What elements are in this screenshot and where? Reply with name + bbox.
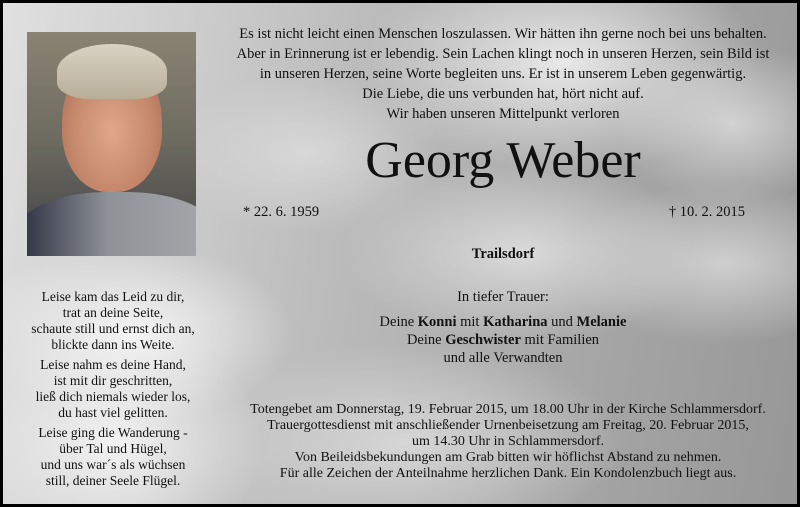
info-line: Trauergottesdienst mit anschließender Urnenbeisetzung am Freitag, 20. Februar 2015,	[267, 418, 749, 433]
death-date: † 10. 2. 2015	[668, 204, 745, 220]
intro-text	[213, 24, 793, 104]
place: Trailsdorf	[471, 246, 535, 262]
birth-date: * 22. 6. 1959	[243, 204, 320, 220]
deceased-name: Georg Weber	[365, 132, 641, 189]
info-line: Von Beileidsbekundungen am Grab bitten wir höflichst Abstand zu nehmen.	[294, 450, 722, 465]
poem-stanza: Leise kam das Leid zu dir, trat an deine Seite, schaute still und ernst dich an, blickte dann ins Weite.	[31, 289, 195, 352]
intro-line: Aber in Erinnerung ist er lebendig. Sein Lachen klingt noch in unseren Herzen, sein Bild ist	[236, 46, 770, 62]
info-line: um 14.30 Uhr in Schlammersdorf.	[411, 434, 605, 449]
family-line: und alle Verwandten	[443, 350, 563, 366]
poem-stanza: Leise ging die Wanderung - über Tal und Hügel, und uns war´s als wüchsen still, deiner Seele Flügel.	[38, 425, 188, 488]
service-info	[218, 402, 797, 482]
info-line: Totengebet am Donnerstag, 19. Februar 2015, um 18.00 Uhr in der Kirche Schlammersdorf.	[250, 402, 766, 417]
poem-stanza: Leise nahm es deine Hand, ist mit dir geschritten, ließ dich niemals wieder los, du hast viel gelitten.	[35, 357, 191, 420]
obituary-card	[3, 3, 797, 504]
family-line: Deine Konni mit Katharina und Melanie	[379, 314, 627, 330]
family-line: Deine Geschwister mit Familien	[406, 332, 600, 348]
portrait-photo	[27, 32, 196, 256]
grief-heading: In tiefer Trauer:	[457, 289, 549, 305]
subtitle: Wir haben unseren Mittelpunkt verloren	[386, 106, 620, 122]
intro-line: in unseren Herzen, seine Worte begleiten uns. Er ist in unserem Leben gegenwärtig.	[259, 66, 747, 82]
intro-line: Es ist nicht leicht einen Menschen loszulassen. Wir hätten ihn gerne noch bei uns behalten.	[239, 26, 767, 42]
intro-line: Die Liebe, die uns verbunden hat, hört nicht auf.	[362, 86, 644, 102]
info-line: Für alle Zeichen der Anteilnahme herzlichen Dank. Ein Kondolenzbuch liegt aus.	[279, 466, 737, 481]
family-list	[213, 313, 793, 367]
